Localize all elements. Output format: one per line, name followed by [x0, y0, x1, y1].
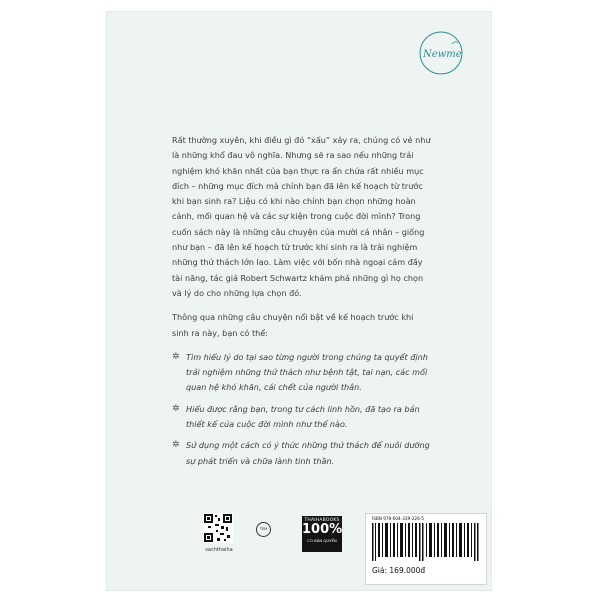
qr-caption: sachthaiha [205, 547, 233, 553]
tem-seal-icon: TEM [256, 522, 271, 537]
benefit-item: ✲ Hiểu được rằng bạn, trong tư cách linh hồn, đã tạo ra bản thiết kế của cuộc đời mình như thế nào. [172, 403, 420, 430]
back-cover-text [172, 133, 432, 475]
badge-subtitle: CÓ BẢN QUYỀN [307, 538, 337, 543]
newme-logo-icon [418, 30, 464, 76]
benefit-item: ✲ Tìm hiểu lý do tại sao từng người trong chúng ta quyết định trải nghiệm những thử thách như bệnh tật, tai nạn, các mối quan hệ khó khăn, cái chết của người thân. [172, 351, 428, 393]
lead-in-paragraph: Thông qua những câu chuyện nổi bật về kế hoạch trước khi sinh ra này, bạn có thể: [172, 312, 414, 338]
qr-code-icon[interactable] [203, 513, 233, 543]
intro-paragraph: Rất thường xuyên, khi điều gì đó “xấu” xảy ra, chúng có vẻ như là những khổ đau vô nghĩa. Nhưng sẽ ra sao nếu những trải nghiệm khó khăn nhất của bạn thực ra ẩn chứa rất nhiều mục đích – những mục đích mà chính bạn đã lên kế hoạch từ trước khi bạn sinh ra? Liệu có khi nào chính bạn chọn những hoàn cảnh, mối quan hệ và các sự kiện trong cuộc đời mình? Trong cuốn sách này là những câu chuyện của mười cá nhân – giống như bạn – đã lên kế hoạch từ trước khi sinh ra là trải nghiệm những thử thách lớn lao. Làm việc với bốn nhà ngoại cảm đầy tài năng, tác giả Robert Schwartz khám phá những gì họ chọn và lý do cho những lựa chọn đó. [172, 135, 431, 298]
flower-bullet-icon: ✲ [172, 440, 180, 451]
benefit-list [172, 350, 432, 469]
flower-bullet-icon: ✲ [172, 403, 180, 414]
barcode-icon [372, 523, 480, 561]
badge-percent: 100% [302, 522, 343, 537]
copyright-badge [302, 516, 342, 552]
isbn-text: ISBN 978-604-339-226-5 [372, 516, 424, 521]
price-label: Giá: 169.000đ [372, 566, 426, 575]
logo-text: Newme [423, 49, 462, 60]
badge-brand: THAIHABOOKS [304, 518, 340, 523]
barcode-panel [365, 513, 487, 585]
benefit-item: ✲ Sử dụng một cách có ý thức những thử thách để nuôi dưỡng sự phát triển và chữa lành tinh thần. [172, 440, 430, 466]
flower-bullet-icon: ✲ [172, 351, 180, 362]
cover-footer [203, 513, 485, 583]
